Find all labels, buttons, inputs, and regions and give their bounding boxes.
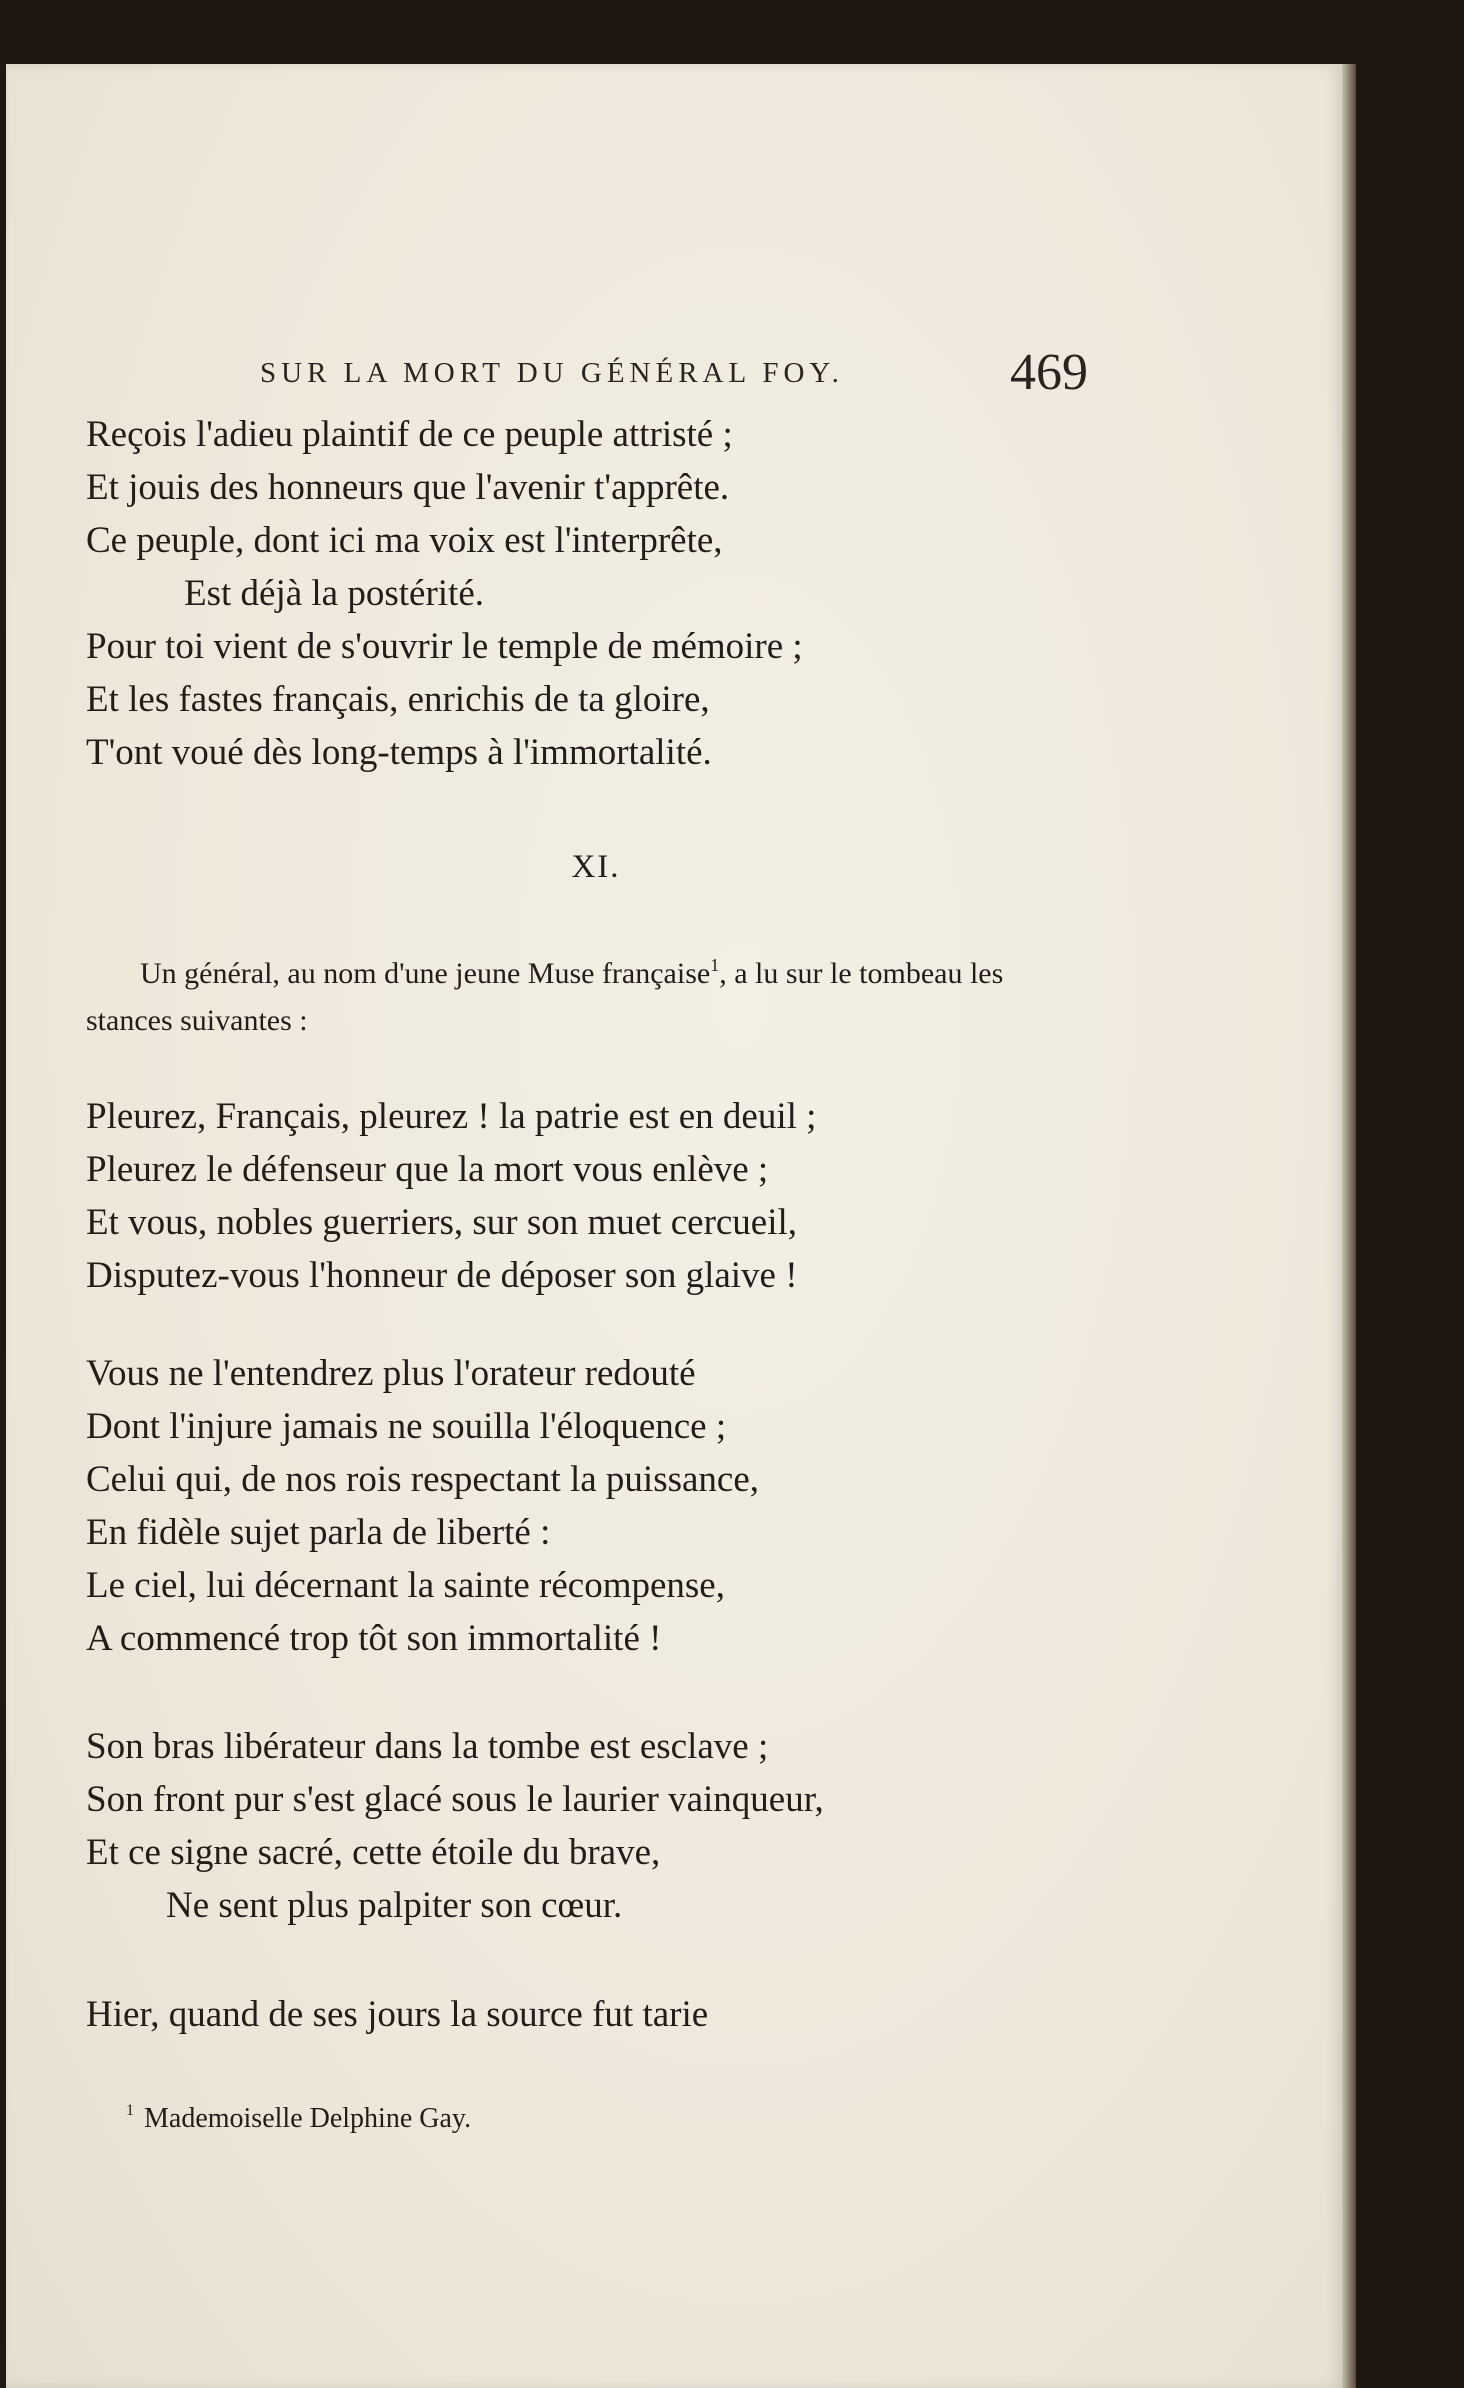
verse-line: Pour toi vient de s'ouvrir le temple de mémoire ; (86, 626, 803, 667)
page-edge-shadow (1342, 64, 1356, 2388)
verse-line: A commencé trop tôt son immortalité ! (86, 1618, 662, 1659)
verse-line: Disputez-vous l'honneur de déposer son glaive ! (86, 1255, 798, 1296)
page-number: 469 (1010, 344, 1088, 401)
verse-line: Le ciel, lui décernant la sainte récompense, (86, 1565, 725, 1606)
verse-line: Hier, quand de ses jours la source fut tarie (86, 1994, 709, 2035)
page-header (6, 344, 1342, 409)
stanza-intro (86, 408, 1286, 779)
footnote (126, 2102, 471, 2135)
prose-text-rest: , a lu sur le tombeau les stances suivantes : (86, 957, 1004, 1037)
verse-line: En fidèle sujet parla de liberté : (86, 1512, 551, 1553)
verse-line: Son front pur s'est glacé sous le laurier vainqueur, (86, 1779, 824, 1820)
stanza-1 (86, 1090, 1286, 1302)
stanza-2 (86, 1347, 1286, 1665)
verse-line: Ce peuple, dont ici ma voix est l'interprête, (86, 520, 723, 561)
stanza-3 (86, 1720, 1286, 1932)
verse-line: Et jouis des honneurs que l'avenir t'apprête. (86, 467, 730, 508)
verse-line: Ne sent plus palpiter son cœur. (166, 1885, 623, 1926)
verse-line: Pleurez le défenseur que la mort vous enlève ; (86, 1149, 769, 1190)
verse-line: Reçois l'adieu plaintif de ce peuple attristé ; (86, 414, 733, 455)
verse-line: Son bras libérateur dans la tombe est esclave ; (86, 1726, 769, 1767)
verse-line: Et les fastes français, enrichis de ta gloire, (86, 679, 710, 720)
prose-text: Un général, au nom d'une jeune Muse française (140, 957, 711, 990)
verse-line: Et ce signe sacré, cette étoile du brave, (86, 1832, 661, 1873)
verse-line: Vous ne l'entendrez plus l'orateur redouté (86, 1353, 696, 1394)
stanza-4 (86, 1988, 1286, 2041)
section-number: XI. (571, 849, 621, 885)
verse-line: T'ont voué dès long-temps à l'immortalité. (86, 732, 712, 773)
verse-line: Dont l'injure jamais ne souilla l'éloquence ; (86, 1406, 727, 1447)
verse-line: Pleurez, Français, pleurez ! la patrie est en deuil ; (86, 1096, 817, 1137)
verse-line: Est déjà la postérité. (184, 573, 485, 614)
footnote-mark: 1 (126, 2102, 134, 2119)
verse-line: Et vous, nobles guerriers, sur son muet cercueil, (86, 1202, 798, 1243)
running-title: SUR LA MORT DU GÉNÉRAL FOY. (260, 357, 844, 389)
footnote-text: Mademoiselle Delphine Gay. (144, 2103, 472, 2134)
page-paper (6, 64, 1342, 2388)
verse-line: Celui qui, de nos rois respectant la puissance, (86, 1459, 760, 1500)
prose-paragraph (86, 942, 1096, 1044)
footnote-reference: 1 (710, 955, 720, 975)
